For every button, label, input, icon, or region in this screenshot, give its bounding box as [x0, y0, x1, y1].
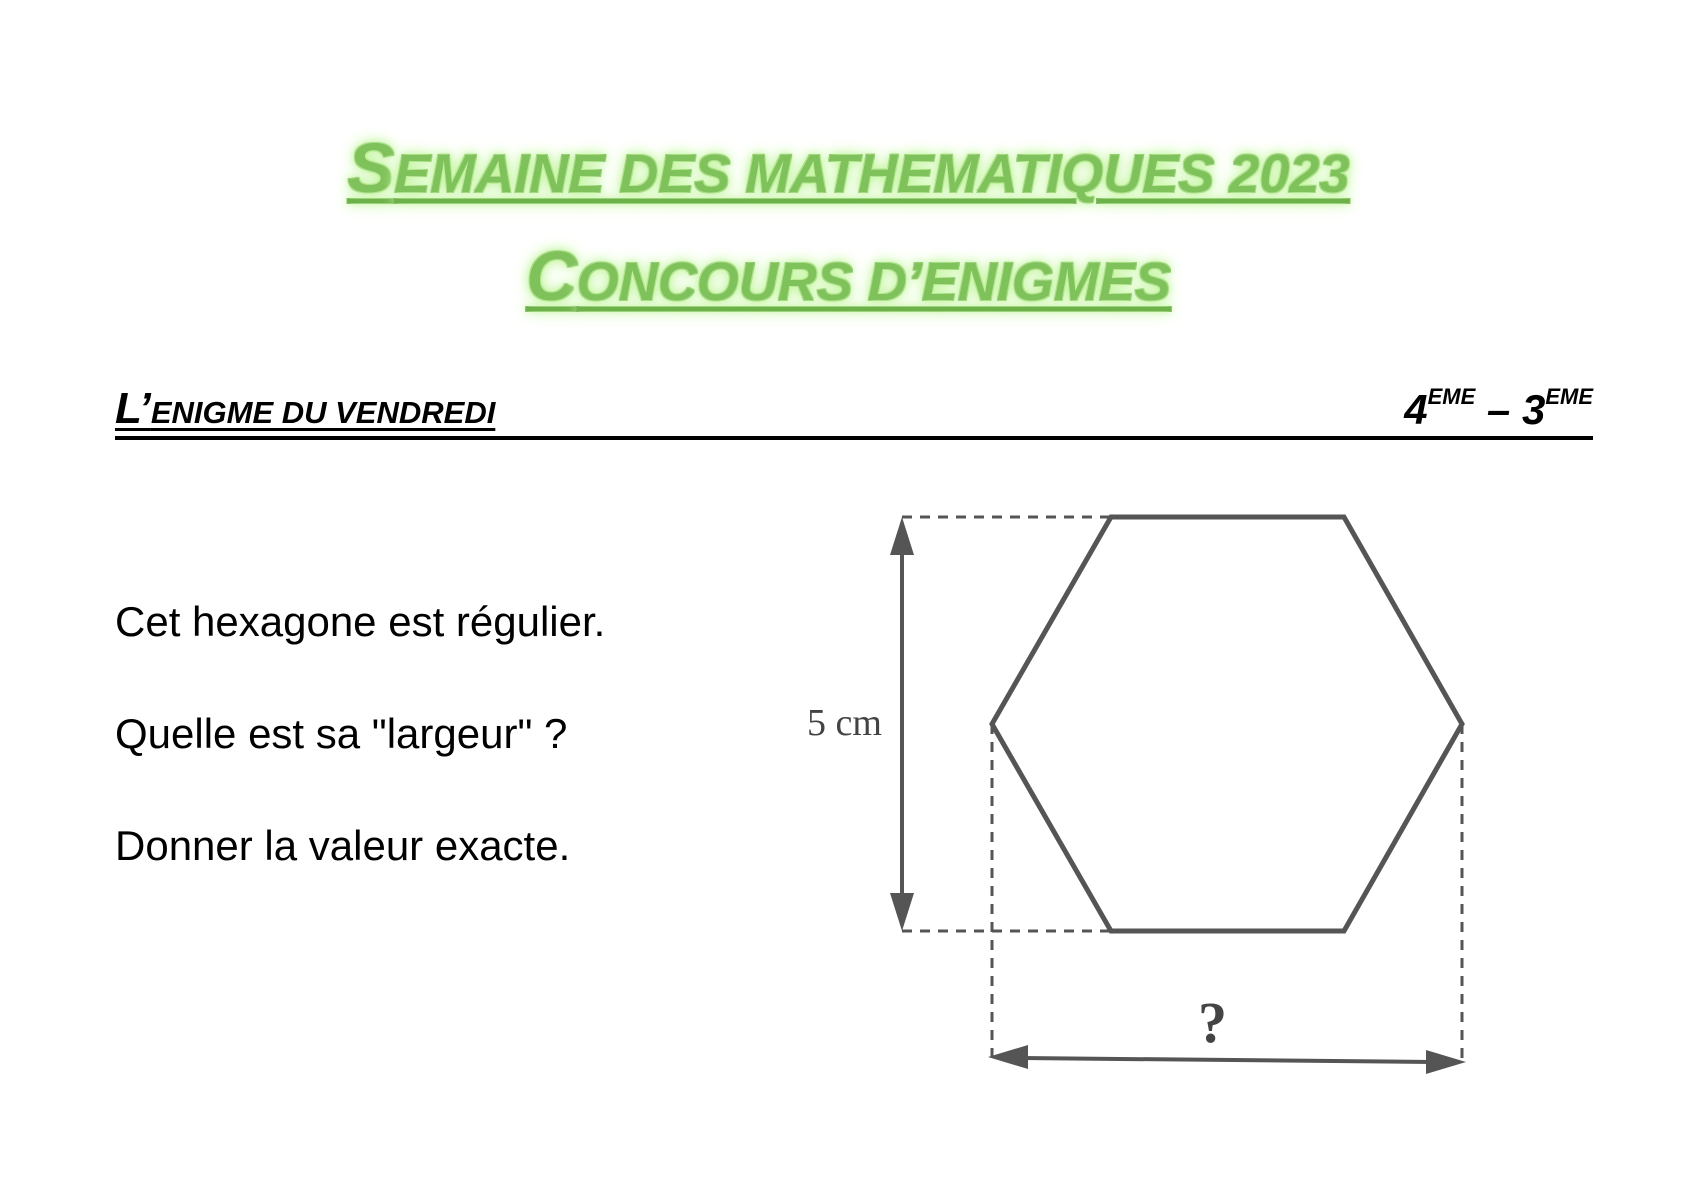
- height-arrow: [890, 517, 914, 931]
- width-arrow: [988, 1045, 1466, 1074]
- width-label: ?: [1198, 990, 1227, 1055]
- question-statement: Cet hexagone est régulier.: [115, 598, 606, 645]
- title-line-1: SEMAINE DES MATHEMATIQUES 2023: [347, 129, 1350, 207]
- grade-level: 4EME – 3EME: [1404, 384, 1593, 433]
- section-title: L’ENIGME DU VENDREDI: [115, 384, 496, 433]
- question-instruction: Donner la valeur exacte.: [115, 822, 571, 869]
- title-line-2: CONCOURS D’ENIGMES: [526, 237, 1171, 315]
- height-label: 5 cm: [807, 702, 882, 744]
- question-ask: Quelle est sa "largeur" ?: [115, 710, 568, 757]
- dashed-guides: [902, 517, 1462, 1058]
- hexagon-shape: [992, 517, 1462, 931]
